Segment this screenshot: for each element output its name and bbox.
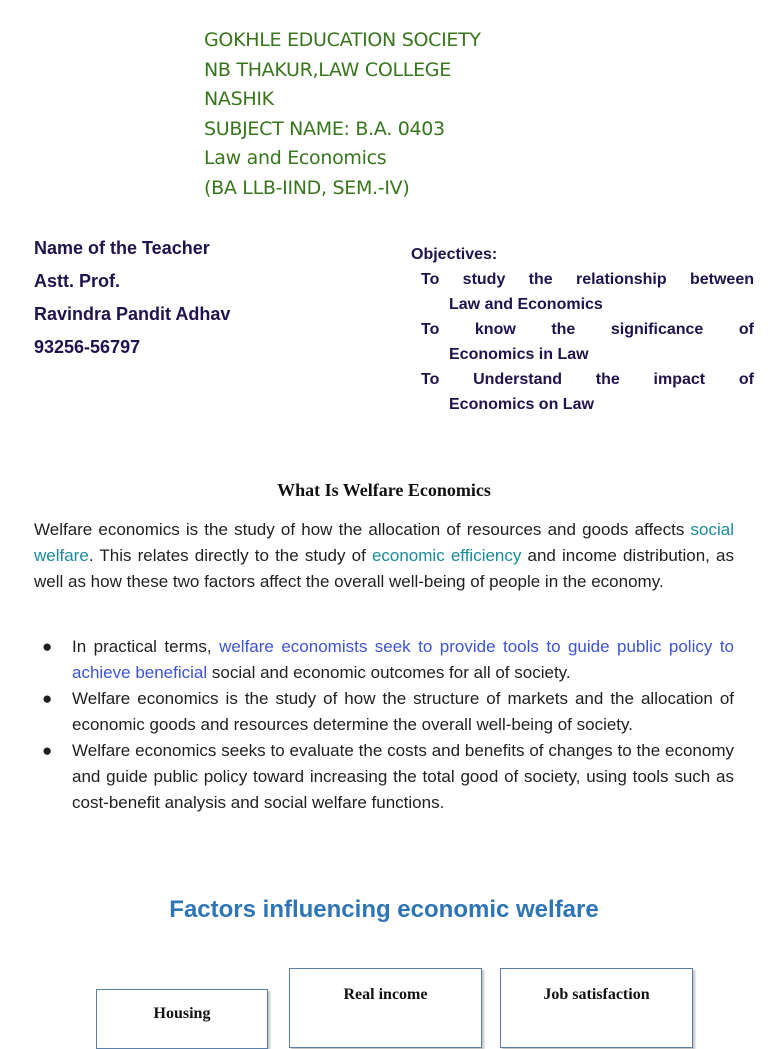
factor-label: Real income xyxy=(343,986,428,1003)
objective-word: know xyxy=(474,321,516,338)
objectives-block xyxy=(411,243,754,417)
objectives-title: Objectives: xyxy=(411,246,498,263)
list-item xyxy=(34,686,734,738)
objective-word: the xyxy=(595,371,620,388)
college-name: NB THAKUR,LAW COLLEGE xyxy=(204,58,451,81)
objective-item xyxy=(411,267,754,317)
bullet-text: Welfare economics is the study of how the structure of markets and the allocation of economic goods and resources determine the overall well-being of society. xyxy=(72,689,734,734)
bullet-icon: ● xyxy=(42,741,53,760)
objective-word: To xyxy=(421,271,440,288)
society-name: GOKHLE EDUCATION SOCIETY xyxy=(204,29,481,51)
bullet-list xyxy=(34,634,734,816)
bullet-text: social and economic outcomes for all of society. xyxy=(207,663,571,682)
intro-text: Welfare economics is the study of how the allocation of resources and goods affects xyxy=(34,520,691,539)
bullet-icon: ● xyxy=(42,689,53,708)
welfare-economists-link[interactable]: welfare economists seek to provide tools to guide public policy to achieve beneficial xyxy=(72,637,734,682)
subject-title: Law and Economics xyxy=(204,147,387,169)
objective-word: relationship xyxy=(575,271,667,288)
objective-line xyxy=(421,267,754,292)
objective-word: study xyxy=(462,271,506,288)
factors-heading: Factors influencing economic welfare xyxy=(169,896,599,923)
subject-name: SUBJECT NAME: B.A. 0403 xyxy=(204,117,445,140)
teacher-designation: Astt. Prof. xyxy=(34,271,121,291)
objective-word: of xyxy=(738,321,754,338)
college-header xyxy=(204,26,724,203)
housing-factor-box xyxy=(96,989,268,1049)
list-item xyxy=(34,634,734,686)
city-name: NASHIK xyxy=(204,88,274,110)
class-info: (BA LLB-IIND, SEM.-IV) xyxy=(204,176,410,199)
real-income-factor-box xyxy=(289,968,482,1048)
bullet-icon: ● xyxy=(42,637,53,656)
job-satisfaction-factor-box xyxy=(500,968,693,1048)
factor-label: Housing xyxy=(153,1005,211,1022)
section-heading: What Is Welfare Economics xyxy=(277,480,491,500)
objective-item xyxy=(411,367,754,417)
objective-word: impact xyxy=(653,371,706,388)
objective-word: between xyxy=(689,271,754,288)
teacher-info xyxy=(34,232,364,364)
intro-text: and income distribution, as well as how these two factors affect the overall well-being of people in the economy. xyxy=(34,546,734,591)
objective-continuation: Economics on Law xyxy=(449,396,594,413)
bullet-text: In practical terms, xyxy=(72,637,220,656)
objective-word: the xyxy=(528,271,553,288)
economic-efficiency-link[interactable]: economic efficiency xyxy=(371,546,522,565)
objective-word: To xyxy=(421,371,440,388)
objective-word: Understand xyxy=(473,371,563,388)
intro-text: . This relates directly to the study of xyxy=(88,546,372,565)
objective-continuation: Economics in Law xyxy=(449,346,589,363)
objective-word: the xyxy=(551,321,576,338)
teacher-label: Name of the Teacher xyxy=(34,238,210,258)
bullet-text: Welfare economics seeks to evaluate the costs and benefits of changes to the economy and guide public policy toward increasing the total good of society, using tools such as cost-benefit analysis and social welfare functions. xyxy=(72,741,734,812)
objective-continuation: Law and Economics xyxy=(449,296,603,313)
social-welfare-link[interactable]: social welfare xyxy=(34,520,734,565)
intro-paragraph xyxy=(34,517,734,595)
objective-word: To xyxy=(421,321,440,338)
list-item xyxy=(34,738,734,816)
factor-label: Job satisfaction xyxy=(543,986,650,1003)
objective-line xyxy=(421,317,754,342)
objective-line xyxy=(421,367,754,392)
objective-word: significance xyxy=(610,321,704,338)
teacher-name: Ravindra Pandit Adhav xyxy=(34,304,231,324)
objective-item xyxy=(411,317,754,367)
objective-word: of xyxy=(738,371,754,388)
teacher-phone: 93256-56797 xyxy=(34,337,141,357)
